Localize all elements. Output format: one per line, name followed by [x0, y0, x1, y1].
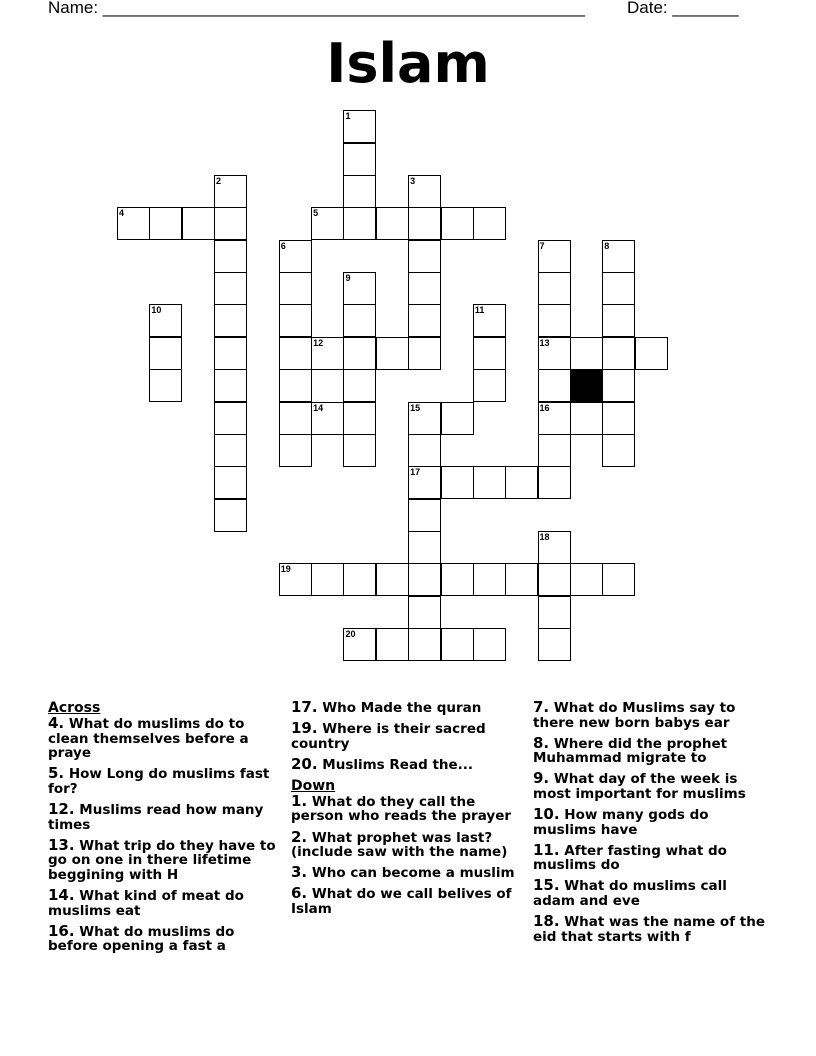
- grid-cell[interactable]: [214, 207, 247, 240]
- grid-cell[interactable]: [408, 596, 441, 629]
- clue-item: [533, 807, 773, 837]
- grid-cell[interactable]: [279, 369, 312, 402]
- clue-item: [48, 885, 288, 919]
- clue-item-number: 3.: [291, 863, 308, 882]
- clue-item: [291, 700, 531, 716]
- clue-item-text: After fasting what do muslims do: [533, 842, 727, 874]
- grid-cell[interactable]: [343, 563, 376, 596]
- grid-cell[interactable]: [376, 628, 409, 661]
- grid-cell[interactable]: [408, 207, 441, 240]
- clue-item: [291, 827, 531, 861]
- grid-cell[interactable]: [408, 628, 441, 661]
- clues-column-1: [48, 700, 288, 959]
- clue-item-text: Who can become a muslim: [307, 865, 515, 882]
- grid-cell[interactable]: [408, 531, 441, 564]
- grid-cell[interactable]: [408, 304, 441, 337]
- grid-cell[interactable]: [408, 499, 441, 532]
- clues-column-2: [291, 700, 531, 922]
- grid-cell[interactable]: [538, 563, 571, 596]
- clue-item-text: What do muslims do to clean themselves before a praye: [48, 716, 249, 762]
- grid-cell[interactable]: [408, 434, 441, 467]
- grid-cell[interactable]: [214, 337, 247, 370]
- grid-cell[interactable]: [538, 240, 571, 273]
- grid-cell[interactable]: [570, 402, 603, 435]
- clue-number: 6: [280, 240, 286, 251]
- grid-cell[interactable]: [214, 402, 247, 435]
- grid-cell[interactable]: [602, 272, 635, 305]
- grid-cell[interactable]: [408, 240, 441, 273]
- grid-cell[interactable]: [343, 175, 376, 208]
- date-field-label: Date: _______: [627, 0, 739, 17]
- grid-cell[interactable]: [182, 207, 215, 240]
- grid-cell[interactable]: [441, 466, 474, 499]
- clue-item-text: What do Muslims say to there new born babys ear: [533, 700, 736, 731]
- grid-cell[interactable]: [376, 563, 409, 596]
- grid-cell[interactable]: [408, 563, 441, 596]
- grid-cell[interactable]: [214, 369, 247, 402]
- grid-cell[interactable]: [279, 434, 312, 467]
- grid-cell[interactable]: [149, 207, 182, 240]
- clue-number: 9: [345, 273, 351, 284]
- clue-number: 1: [345, 111, 351, 122]
- grid-cell[interactable]: [214, 272, 247, 305]
- grid-cell[interactable]: [538, 531, 571, 564]
- clue-number: 19: [280, 564, 291, 575]
- clue-number: 20: [345, 628, 356, 639]
- grid-cell[interactable]: [538, 434, 571, 467]
- grid-cell[interactable]: [311, 207, 344, 240]
- grid-cell[interactable]: [149, 369, 182, 402]
- grid-cell[interactable]: [602, 240, 635, 273]
- down-heading: Down: [291, 777, 336, 794]
- grid-cell[interactable]: [602, 304, 635, 337]
- grid-block: [570, 369, 603, 402]
- clue-item-text: What prophet was last?(include saw with the name): [291, 829, 508, 861]
- grid-cell[interactable]: [441, 563, 474, 596]
- clue-item: [533, 914, 773, 944]
- grid-cell[interactable]: [343, 434, 376, 467]
- grid-cell[interactable]: [343, 337, 376, 370]
- grid-cell[interactable]: [473, 304, 506, 337]
- grid-cell[interactable]: [343, 628, 376, 661]
- grid-cell[interactable]: [279, 304, 312, 337]
- clue-item-number: 16.: [48, 921, 75, 940]
- clue-item-text: What kind of meat do muslims eat: [48, 887, 244, 919]
- grid-cell[interactable]: [279, 337, 312, 370]
- clue-item: [48, 766, 288, 796]
- clue-item-number: 20.: [291, 754, 318, 773]
- grid-cell[interactable]: [214, 304, 247, 337]
- clue-item-number: 13.: [48, 835, 75, 854]
- grid-cell[interactable]: [279, 240, 312, 273]
- grid-cell[interactable]: [538, 596, 571, 629]
- grid-cell[interactable]: [214, 240, 247, 273]
- clue-item-text: What do we call belives of Islam: [291, 886, 512, 917]
- clue-number: 4: [119, 208, 125, 219]
- grid-cell[interactable]: [311, 563, 344, 596]
- grid-cell[interactable]: [408, 466, 441, 499]
- grid-cell[interactable]: [214, 466, 247, 499]
- clue-item-number: 11.: [533, 840, 560, 859]
- grid-cell[interactable]: [214, 499, 247, 532]
- grid-cell[interactable]: [343, 207, 376, 240]
- clue-item-number: 4.: [48, 714, 65, 732]
- grid-cell[interactable]: [376, 337, 409, 370]
- grid-cell[interactable]: [602, 369, 635, 402]
- clue-item-number: 18.: [533, 912, 560, 931]
- grid-cell[interactable]: [602, 434, 635, 467]
- across-heading: Across: [48, 700, 101, 716]
- clue-item-number: 2.: [291, 827, 308, 846]
- clue-item-number: 17.: [291, 698, 318, 716]
- clue-number: 12: [313, 337, 324, 348]
- clue-item: [291, 865, 531, 881]
- grid-cell[interactable]: [570, 563, 603, 596]
- grid-cell[interactable]: [602, 337, 635, 370]
- clue-number: 2: [216, 176, 222, 187]
- clue-item-number: 8.: [533, 733, 550, 752]
- clues-column-3: [533, 700, 773, 950]
- clue-number: 10: [151, 305, 162, 316]
- clue-number: 14: [313, 402, 324, 413]
- clue-item: [533, 733, 773, 767]
- grid-cell[interactable]: [311, 402, 344, 435]
- grid-cell[interactable]: [538, 337, 571, 370]
- grid-cell[interactable]: [214, 175, 247, 208]
- clue-item-number: 7.: [533, 698, 550, 716]
- clue-item: [533, 840, 773, 874]
- clue-item-text: How Long do muslims fast for?: [48, 766, 270, 797]
- name-field-label: Name: ___________________________________________________: [48, 0, 585, 17]
- grid-cell[interactable]: [149, 337, 182, 370]
- clue-item-text: What was the name of the eid that starts with f: [533, 914, 765, 945]
- clue-item-number: 12.: [48, 799, 75, 818]
- grid-cell[interactable]: [376, 207, 409, 240]
- clue-item-text: What day of the week is most important for muslims: [533, 771, 746, 802]
- grid-cell[interactable]: [505, 563, 538, 596]
- grid-cell[interactable]: [343, 272, 376, 305]
- clue-item: [48, 716, 288, 761]
- clue-number: 18: [539, 531, 550, 542]
- grid-cell[interactable]: [408, 337, 441, 370]
- grid-cell[interactable]: [570, 337, 603, 370]
- grid-cell[interactable]: [505, 466, 538, 499]
- clue-item: [533, 700, 773, 730]
- grid-cell[interactable]: [538, 369, 571, 402]
- page-title: Islam: [326, 32, 490, 95]
- clue-item-text: Where is their sacred country: [291, 721, 486, 752]
- grid-cell[interactable]: [538, 628, 571, 661]
- grid-cell[interactable]: [473, 628, 506, 661]
- clue-number: 3: [410, 176, 416, 187]
- clue-item-number: 9.: [533, 769, 550, 788]
- grid-cell[interactable]: [279, 272, 312, 305]
- clue-item-number: 1.: [291, 791, 308, 810]
- grid-cell[interactable]: [149, 304, 182, 337]
- grid-cell[interactable]: [214, 434, 247, 467]
- grid-cell[interactable]: [279, 402, 312, 435]
- clue-item: [48, 799, 288, 833]
- clue-item-number: 14.: [48, 885, 75, 904]
- grid-cell[interactable]: [473, 369, 506, 402]
- clue-number: 17: [410, 467, 421, 478]
- clue-number: 13: [539, 337, 550, 348]
- grid-cell[interactable]: [473, 207, 506, 240]
- grid-cell[interactable]: [311, 337, 344, 370]
- clue-number: 16: [539, 402, 550, 413]
- grid-cell[interactable]: [441, 402, 474, 435]
- clue-item: [291, 721, 531, 751]
- grid-cell[interactable]: [441, 207, 474, 240]
- grid-cell[interactable]: [602, 402, 635, 435]
- clue-item-text: Muslims Read the...: [317, 756, 474, 773]
- clue-item-text: What do muslims call adam and eve: [533, 878, 727, 910]
- grid-cell[interactable]: [408, 272, 441, 305]
- clue-item-text: Who Made the quran: [317, 700, 482, 716]
- grid-cell[interactable]: [117, 207, 150, 240]
- grid-cell[interactable]: [408, 402, 441, 435]
- grid-cell[interactable]: [279, 563, 312, 596]
- clue-item: [533, 878, 773, 908]
- clue-item-number: 5.: [48, 764, 65, 783]
- clue-number: 8: [604, 240, 610, 251]
- clue-number: 11: [474, 305, 485, 316]
- clue-item: [291, 886, 531, 916]
- grid-cell[interactable]: [473, 466, 506, 499]
- clue-item: [48, 835, 288, 883]
- grid-cell[interactable]: [635, 337, 668, 370]
- grid-cell[interactable]: [473, 563, 506, 596]
- grid-cell[interactable]: [538, 272, 571, 305]
- grid-cell[interactable]: [538, 402, 571, 435]
- clue-number: 7: [539, 240, 545, 251]
- clue-item: [48, 921, 288, 955]
- clue-item-text: Where did the prophet Muhammad migrate to: [533, 735, 728, 767]
- grid-cell[interactable]: [538, 466, 571, 499]
- clue-number: 5: [313, 208, 319, 219]
- clue-item: [533, 771, 773, 801]
- grid-cell[interactable]: [343, 304, 376, 337]
- clue-item-text: What trip do they have to go on one in there lifetime beggining with H: [48, 837, 276, 883]
- clue-item: [291, 754, 531, 773]
- clue-item-text: What do they call the person who reads the prayer: [291, 793, 512, 825]
- grid-cell[interactable]: [473, 337, 506, 370]
- grid-cell[interactable]: [538, 304, 571, 337]
- grid-cell[interactable]: [343, 402, 376, 435]
- clue-item-text: Muslims read how many times: [48, 801, 264, 833]
- grid-cell[interactable]: [408, 175, 441, 208]
- grid-cell[interactable]: [343, 143, 376, 176]
- clue-item: [291, 791, 531, 825]
- clue-item-number: 10.: [533, 805, 560, 824]
- grid-cell[interactable]: [343, 369, 376, 402]
- grid-cell[interactable]: [441, 628, 474, 661]
- clue-number: 15: [410, 402, 421, 413]
- grid-cell[interactable]: [343, 110, 376, 143]
- clue-item-number: 15.: [533, 876, 560, 895]
- clue-item-text: How many gods do muslims have: [533, 807, 709, 838]
- clue-item-number: 19.: [291, 719, 318, 738]
- clue-item-text: What do muslims do before opening a fast a: [48, 923, 235, 955]
- grid-cell[interactable]: [602, 563, 635, 596]
- clue-item-number: 6.: [291, 884, 308, 903]
